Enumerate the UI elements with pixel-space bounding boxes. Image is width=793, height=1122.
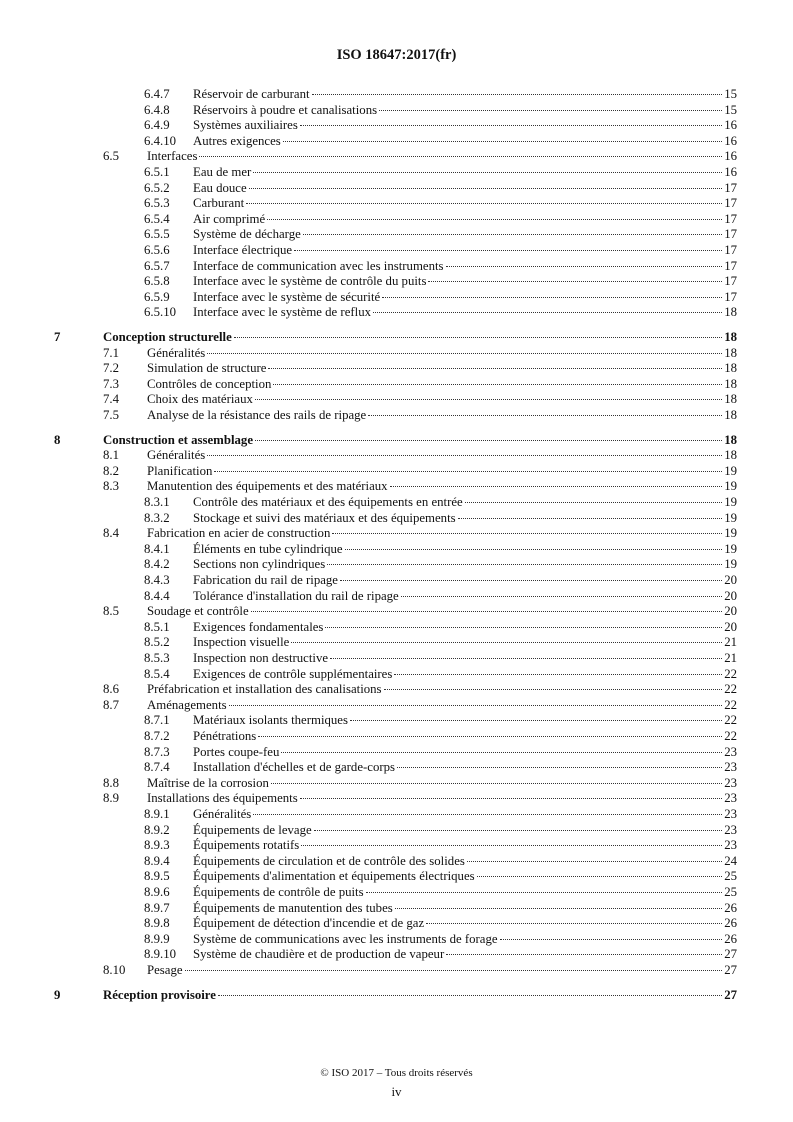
toc-entry-title: Réservoir de carburant (193, 87, 310, 101)
toc-dot-leader (249, 188, 723, 189)
toc-entry-title: Pesage (147, 963, 183, 977)
toc-entry-page: 26 (724, 900, 737, 915)
toc-entry-number: 8.2 (103, 463, 119, 478)
toc-dot-leader (207, 455, 722, 456)
toc-entry-page: 25 (724, 885, 737, 899)
toc-entry-page: 17 (724, 258, 737, 273)
toc-entry-number: 8.7.2 (144, 729, 170, 743)
toc-entry-number: 8.9.6 (144, 885, 170, 899)
toc-entry-title: Exigences fondamentales (193, 619, 324, 634)
toc-entry-number: 8.5.4 (144, 666, 170, 681)
toc-entry-title: Pénétrations (193, 729, 257, 743)
toc-entry-title: Eau de mer (193, 165, 252, 179)
toc-entry-number: 8.9.4 (144, 853, 170, 868)
toc-entry[interactable] (0, 619, 793, 635)
toc-entry-title: Inspection non destructive (193, 651, 329, 665)
toc-entry-title: Analyse de la résistance des rails de ripage (147, 408, 367, 422)
toc-dot-leader (207, 353, 722, 354)
toc-entry[interactable] (0, 712, 793, 728)
toc-entry-title: Généralités (147, 345, 206, 360)
toc-entry-page: 18 (724, 305, 737, 320)
toc-entry[interactable] (0, 180, 793, 196)
toc-entry-number: 6.4.7 (144, 87, 170, 101)
toc-entry-title: Carburant (193, 196, 245, 211)
toc-entry-page: 18 (724, 432, 737, 447)
toc-entry-title: Interface de communication avec les instruments (193, 258, 444, 273)
toc-entry-title: Équipements de levage (193, 822, 312, 837)
toc-entry-title: Équipement de détection d'incendie et de gaz (193, 916, 425, 931)
toc-entry[interactable] (0, 775, 793, 791)
toc-entry-page: 21 (724, 635, 737, 650)
toc-dot-leader (327, 564, 722, 565)
toc-dot-leader (283, 141, 722, 142)
toc-entry-page: 19 (724, 526, 737, 541)
toc-entry-page: 20 (724, 573, 737, 587)
toc-entry-number: 8.8 (103, 775, 119, 790)
toc-entry-page: 17 (724, 243, 737, 257)
toc-entry[interactable] (0, 915, 793, 931)
toc-entry[interactable] (0, 987, 793, 1003)
toc-entry[interactable] (0, 666, 793, 682)
toc-entry-number: 6.5.5 (144, 227, 170, 242)
toc-entry[interactable] (0, 273, 793, 289)
toc-entry-number: 8.9.5 (144, 869, 170, 884)
toc-entry-page: 16 (724, 118, 737, 133)
toc-dot-leader (234, 337, 722, 338)
toc-entry-page: 21 (724, 651, 737, 665)
toc-entry-number: 8.9.3 (144, 838, 170, 853)
toc-entry-title: Interface électrique (193, 243, 293, 257)
toc-entry-title: Aménagements (147, 697, 227, 712)
toc-entry-number: 6.5.10 (144, 305, 176, 320)
toc-entry-page: 16 (724, 165, 737, 179)
toc-entry-number: 8.4.4 (144, 588, 170, 603)
toc-entry[interactable] (0, 650, 793, 666)
toc-dot-leader (268, 368, 722, 369)
toc-entry-number: 8.9.2 (144, 822, 170, 837)
toc-dot-leader (332, 533, 722, 534)
toc-entry[interactable] (0, 900, 793, 916)
toc-entry-number: 6.4.10 (144, 133, 176, 148)
toc-entry[interactable] (0, 478, 793, 494)
toc-dot-leader (390, 486, 723, 487)
toc-entry-page: 17 (724, 227, 737, 242)
toc-entry-page: 27 (724, 947, 737, 962)
toc-entry-page: 20 (724, 604, 737, 619)
toc-entry-title: Généralités (147, 448, 206, 463)
toc-entry-page: 23 (724, 744, 737, 759)
toc-entry-page: 19 (724, 541, 737, 556)
toc-dot-leader (253, 814, 722, 815)
toc-entry[interactable] (0, 868, 793, 884)
toc-entry-page: 18 (724, 330, 737, 344)
toc-entry-number: 9 (54, 987, 61, 1002)
toc-dot-leader (428, 281, 722, 282)
toc-dot-leader (465, 502, 723, 503)
toc-entry[interactable] (0, 541, 793, 557)
toc-dot-leader (251, 611, 723, 612)
toc-entry-title: Planification (147, 463, 213, 478)
toc-entry-page: 26 (724, 931, 737, 946)
toc-entry-number: 7 (54, 330, 61, 344)
toc-entry-title: Installations des équipements (147, 791, 298, 806)
toc-entry-title: Choix des matériaux (147, 392, 253, 407)
toc-entry-page: 19 (724, 463, 737, 478)
toc-entry-page: 17 (724, 289, 737, 304)
toc-entry-title: Fabrication du rail de ripage (193, 573, 338, 587)
toc-entry-page: 17 (724, 211, 737, 226)
toc-entry-page: 22 (724, 682, 737, 697)
toc-entry[interactable] (0, 242, 793, 258)
toc-entry-number: 8.7.3 (144, 744, 170, 759)
toc-entry-title: Réservoirs à poudre et canalisations (193, 102, 378, 117)
toc-entry[interactable] (0, 164, 793, 180)
toc-entry-page: 19 (724, 510, 737, 525)
toc-dot-leader (384, 689, 723, 690)
toc-entry[interactable] (0, 697, 793, 713)
toc-entry[interactable] (0, 463, 793, 479)
page-header-title: ISO 18647:2017(fr) (336, 47, 457, 63)
toc-dot-leader (395, 908, 722, 909)
toc-entry-page: 15 (724, 102, 737, 117)
toc-entry[interactable] (0, 853, 793, 869)
toc-entry-title: Contrôles de conception (147, 376, 272, 391)
toc-entry-page: 15 (724, 87, 737, 101)
toc-dot-leader (214, 471, 722, 472)
toc-entry-number: 8.1 (103, 448, 119, 463)
toc-entry-title: Portes coupe-feu (193, 744, 280, 759)
toc-entry-page: 24 (724, 853, 737, 868)
toc-entry-title: Équipements d'alimentation et équipements électriques (193, 869, 475, 884)
toc-entry-title: Système de décharge (193, 227, 301, 242)
toc-entry[interactable] (0, 525, 793, 541)
toc-entry-number: 8.4.1 (144, 541, 170, 556)
toc-entry-page: 27 (724, 987, 737, 1002)
toc-dot-leader (294, 250, 722, 251)
toc-entry-number: 7.2 (103, 361, 119, 376)
toc-entry[interactable] (0, 681, 793, 697)
toc-dot-leader (271, 783, 722, 784)
toc-entry-title: Simulation de structure (147, 361, 267, 376)
toc-entry-number: 8.4 (103, 526, 119, 541)
toc-entry-page: 25 (724, 869, 737, 884)
toc-entry[interactable] (0, 884, 793, 900)
toc-dot-leader (199, 156, 722, 157)
toc-entry-number: 6.5.9 (144, 289, 170, 304)
toc-entry-page: 17 (724, 180, 737, 195)
toc-entry-title: Interface avec le système de sécurité (193, 289, 381, 304)
toc-entry-number: 6.4.9 (144, 118, 170, 133)
toc-dot-leader (368, 415, 722, 416)
toc-entry-title: Contrôle des matériaux et des équipements en entrée (193, 495, 463, 509)
toc-entry-page: 16 (724, 133, 737, 148)
toc-entry-page: 18 (724, 408, 737, 422)
toc-entry-page: 23 (724, 760, 737, 775)
toc-entry-number: 8.7.4 (144, 760, 170, 775)
toc-entry-title: Eau douce (193, 180, 247, 195)
toc-entry[interactable] (0, 759, 793, 775)
toc-entry-title: Système de communications avec les instruments de forage (193, 931, 498, 946)
toc-entry[interactable] (0, 258, 793, 274)
toc-entry-number: 7.4 (103, 392, 119, 407)
toc-entry-number: 6.5.2 (144, 180, 170, 195)
toc-entry-number: 8.5.2 (144, 635, 170, 650)
toc-entry-number: 7.5 (103, 408, 119, 422)
toc-entry-title: Installation d'échelles et de garde-corps (193, 760, 395, 775)
toc-dot-leader (397, 767, 722, 768)
toc-entry-page: 23 (724, 838, 737, 853)
toc-entry[interactable] (0, 822, 793, 838)
toc-entry-title: Équipements de manutention des tubes (193, 900, 393, 915)
toc-entry-page: 26 (724, 916, 737, 931)
toc-entry[interactable] (0, 195, 793, 211)
toc-dot-leader (426, 923, 722, 924)
toc-entry-number: 8.6 (103, 682, 119, 697)
toc-entry-number: 6.5.6 (144, 243, 170, 257)
toc-entry-title: Sections non cylindriques (193, 557, 326, 572)
toc-entry-title: Manutention des équipements et des matériaux (147, 479, 388, 494)
toc-dot-leader (401, 596, 722, 597)
toc-entry-number: 6.5.4 (144, 211, 170, 226)
toc-entry[interactable] (0, 790, 793, 806)
toc-entry-title: Généralités (193, 807, 252, 821)
toc-entry-title: Réception provisoire (103, 987, 216, 1002)
toc-entry-title: Stockage et suivi des matériaux et des équipements (193, 510, 456, 525)
toc-dot-leader (394, 674, 722, 675)
toc-entry-number: 8 (54, 432, 61, 447)
toc-dot-leader (246, 203, 722, 204)
toc-dot-leader (300, 798, 723, 799)
toc-dot-leader (500, 939, 723, 940)
toc-entry-title: Autres exigences (193, 133, 281, 148)
toc-entry-page: 17 (724, 274, 737, 289)
toc-dot-leader (229, 705, 723, 706)
toc-entry[interactable] (0, 744, 793, 760)
toc-dot-leader (301, 845, 722, 846)
toc-entry-number: 8.10 (103, 963, 126, 977)
toc-entry[interactable] (0, 837, 793, 853)
toc-entry-title: Inspection visuelle (193, 635, 290, 650)
toc-entry[interactable] (0, 806, 793, 822)
toc-entry[interactable] (0, 102, 793, 118)
toc-entry-number: 6.5 (103, 149, 119, 164)
toc-dot-leader (218, 995, 722, 996)
toc-entry-title: Interface avec le système de reflux (193, 305, 371, 320)
toc-entry-title: Interfaces (147, 149, 198, 164)
toc-entry-number: 8.3.1 (144, 495, 170, 509)
toc-dot-leader (325, 627, 722, 628)
toc-entry-page: 20 (724, 619, 737, 634)
toc-dot-leader (330, 658, 722, 659)
toc-entry-page: 27 (724, 963, 737, 977)
toc-entry[interactable] (0, 329, 793, 345)
toc-entry[interactable] (0, 946, 793, 962)
toc-entry-title: Éléments en tube cylindrique (193, 541, 343, 556)
toc-entry-number: 8.5.1 (144, 619, 170, 634)
toc-entry-title: Construction et assemblage (103, 432, 253, 447)
toc-entry[interactable] (0, 289, 793, 305)
toc-entry[interactable] (0, 588, 793, 604)
toc-entry-page: 16 (724, 149, 737, 164)
toc-entry[interactable] (0, 728, 793, 744)
toc-entry-number: 8.9.8 (144, 916, 170, 931)
toc-dot-leader (258, 736, 722, 737)
toc-entry[interactable] (0, 86, 793, 102)
toc-entry[interactable] (0, 360, 793, 376)
toc-entry[interactable] (0, 962, 793, 978)
toc-entry-title: Maîtrise de la corrosion (147, 775, 269, 790)
toc-entry-title: Préfabrication et installation des canalisations (147, 682, 382, 697)
toc-entry-title: Équipements de circulation et de contrôle des solides (193, 853, 465, 868)
toc-entry[interactable] (0, 148, 793, 164)
footer-page-number: iv (391, 1084, 402, 1099)
toc-entry-page: 23 (724, 807, 737, 821)
toc-entry[interactable] (0, 510, 793, 526)
toc-entry-number: 6.4.8 (144, 102, 170, 117)
toc-entry-page: 18 (724, 448, 737, 463)
toc-entry-title: Air comprimé (193, 211, 266, 226)
toc-entry-number: 8.5 (103, 604, 119, 619)
toc-dot-leader (379, 110, 722, 111)
toc-entry[interactable] (0, 447, 793, 463)
toc-dot-leader (314, 830, 723, 831)
toc-dot-leader (350, 720, 722, 721)
toc-entry-page: 20 (724, 588, 737, 603)
toc-dot-leader (373, 312, 722, 313)
toc-entry-page: 18 (724, 392, 737, 407)
toc-dot-leader (300, 125, 722, 126)
toc-dot-leader (446, 954, 722, 955)
toc-dot-leader (273, 384, 722, 385)
toc-dot-leader (345, 549, 723, 550)
toc-entry-number: 8.7.1 (144, 713, 170, 728)
toc-entry-page: 22 (724, 697, 737, 712)
toc-entry-page: 18 (724, 361, 737, 376)
toc-entry-number: 6.5.3 (144, 196, 170, 211)
toc-entry-title: Équipements rotatifs (193, 838, 300, 853)
toc-entry-number: 7.1 (103, 345, 119, 360)
toc-dot-leader (185, 970, 723, 971)
toc-dot-leader (382, 297, 722, 298)
toc-entry-number: 8.9.1 (144, 807, 170, 821)
toc-entry[interactable] (0, 391, 793, 407)
toc-entry-page: 23 (724, 822, 737, 837)
toc-entry[interactable] (0, 211, 793, 227)
toc-dot-leader (477, 876, 723, 877)
toc-entry[interactable] (0, 432, 793, 448)
toc-entry-number: 8.9.10 (144, 947, 176, 962)
toc-entry[interactable] (0, 931, 793, 947)
toc-entry-number: 6.5.7 (144, 258, 170, 273)
toc-entry[interactable] (0, 117, 793, 133)
toc-dot-leader (467, 861, 722, 862)
toc-entry-page: 17 (724, 196, 737, 211)
toc-entry-number: 8.9 (103, 791, 119, 806)
toc-dot-leader (255, 440, 722, 441)
toc-dot-leader (303, 234, 722, 235)
toc-entry[interactable] (0, 556, 793, 572)
toc-entry[interactable] (0, 572, 793, 588)
toc-entry-title: Systèmes auxiliaires (193, 118, 298, 133)
toc-entry-title: Fabrication en acier de construction (147, 526, 331, 541)
toc-entry[interactable] (0, 133, 793, 149)
toc-entry-page: 23 (724, 791, 737, 806)
toc-entry-page: 19 (724, 557, 737, 572)
toc-entry[interactable] (0, 407, 793, 423)
toc-dot-leader (291, 642, 722, 643)
toc-dot-leader (253, 172, 722, 173)
toc-dot-leader (255, 399, 722, 400)
toc-entry[interactable] (0, 603, 793, 619)
toc-entry-number: 6.5.1 (144, 165, 170, 179)
toc-entry-number: 8.7 (103, 697, 119, 712)
toc-dot-leader (340, 580, 722, 581)
toc-entry[interactable] (0, 634, 793, 650)
toc-entry-title: Matériaux isolants thermiques (193, 713, 348, 728)
toc-entry-title: Exigences de contrôle supplémentaires (193, 666, 393, 681)
toc-dot-leader (366, 892, 723, 893)
toc-entry[interactable] (0, 226, 793, 242)
toc-dot-leader (446, 266, 723, 267)
toc-entry-number: 8.9.9 (144, 931, 170, 946)
toc-dot-leader (312, 94, 723, 95)
toc-dot-leader (458, 518, 723, 519)
toc-entry-page: 22 (724, 666, 737, 681)
toc-entry-number: 8.4.3 (144, 573, 170, 587)
toc-entry-page: 23 (724, 775, 737, 790)
toc-entry-title: Système de chaudière et de production de vapeur (193, 947, 445, 962)
toc-entry-number: 8.3 (103, 479, 119, 494)
toc-entry-page: 18 (724, 345, 737, 360)
toc-entry-page: 19 (724, 479, 737, 494)
toc-entry-number: 6.5.8 (144, 274, 170, 289)
toc-entry-number: 8.5.3 (144, 651, 170, 665)
toc-entry-title: Soudage et contrôle (147, 604, 249, 619)
toc-entry[interactable] (0, 345, 793, 361)
toc-entry-title: Tolérance d'installation du rail de ripage (193, 588, 399, 603)
toc-entry-title: Équipements de contrôle de puits (193, 885, 364, 899)
toc-entry-page: 19 (724, 495, 737, 509)
toc-entry[interactable] (0, 304, 793, 320)
toc-entry-title: Conception structurelle (103, 330, 232, 344)
toc-entry-number: 8.4.2 (144, 557, 170, 572)
toc-entry[interactable] (0, 376, 793, 392)
toc-dot-leader (281, 752, 722, 753)
toc-entry-page: 18 (724, 376, 737, 391)
toc-entry[interactable] (0, 494, 793, 510)
toc-entry-number: 8.9.7 (144, 900, 170, 915)
toc-entry-title: Interface avec le système de contrôle du puits (193, 274, 427, 289)
toc-entry-page: 22 (724, 713, 737, 728)
toc-entry-number: 8.3.2 (144, 510, 170, 525)
toc-entry-page: 22 (724, 729, 737, 743)
footer-copyright: © ISO 2017 – Tous droits réservés (320, 1067, 473, 1079)
toc-dot-leader (267, 219, 722, 220)
toc-entry-number: 7.3 (103, 376, 119, 391)
